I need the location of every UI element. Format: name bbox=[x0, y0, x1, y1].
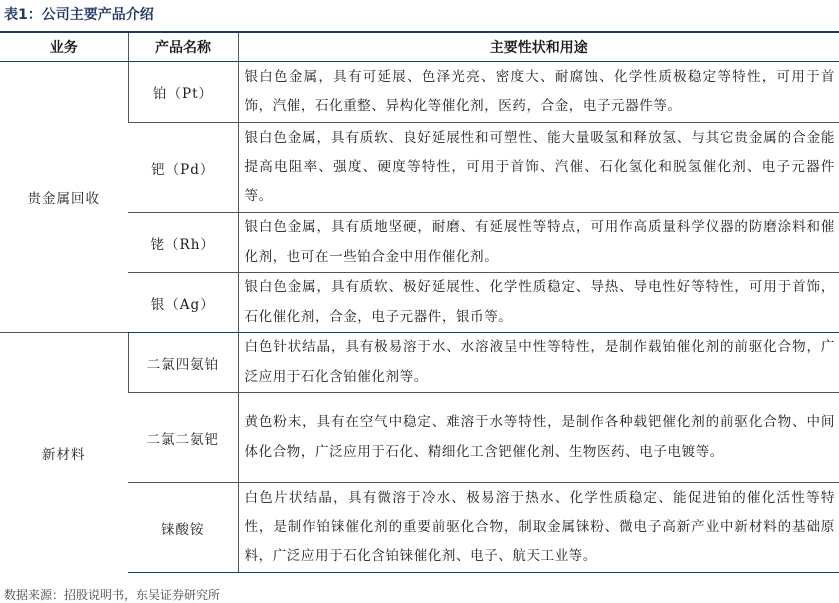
table-row bbox=[0, 62, 839, 123]
product-name-cell: 二氯四氨铂 bbox=[128, 333, 238, 393]
product-desc-cell: 白色针状结晶，具有极易溶于水、水溶液呈中性等特性，是制作载铂催化剂的前驱化合物，广泛应用于石化含铂催化剂等。 bbox=[238, 333, 839, 393]
table-row bbox=[0, 333, 839, 393]
product-desc-cell: 银白色金属，具有质地坚硬，耐磨、有延展性等特点，可用作高质量科学仪器的防磨涂料和催化剂，也可在一些铂合金中用作催化剂。 bbox=[238, 213, 839, 273]
product-desc-cell: 黄色粉末，具有在空气中稳定、难溶于水等特性，是制作各种载钯催化剂的前驱化合物、中间体化合物，广泛应用于石化、精细化工含钯催化剂、生物医药、电子电镀等。 bbox=[238, 393, 839, 483]
product-table bbox=[0, 33, 839, 573]
product-desc-cell: 银白色金属，具有质软、极好延展性、化学性质稳定、导热、导电性好等特性，可用于首饰，石化催化剂，合金，电子元器件，银币等。 bbox=[238, 273, 839, 333]
header-row bbox=[0, 33, 839, 62]
header-product: 产品名称 bbox=[128, 33, 238, 62]
product-desc-cell: 银白色金属，具有质软、良好延展性和可塑性、能大量吸氢和释放氢、与其它贵金属的合金能提高电阻率、强度、硬度等特性，可用于首饰、汽催、石化氢化和脱氢催化剂、电子元器件等。 bbox=[238, 123, 839, 213]
product-name-cell: 铑（Rh） bbox=[128, 213, 238, 273]
business-cell-precious-metal: 贵金属回收 bbox=[0, 62, 128, 333]
product-name-cell: 铼酸铵 bbox=[128, 483, 238, 573]
product-name-cell: 银（Ag） bbox=[128, 273, 238, 333]
header-business: 业务 bbox=[0, 33, 128, 62]
product-name-cell: 二氯二氨钯 bbox=[128, 393, 238, 483]
header-usage: 主要性状和用途 bbox=[238, 33, 839, 62]
product-name-cell: 铂（Pt） bbox=[128, 62, 238, 123]
business-cell-new-materials: 新材料 bbox=[0, 333, 128, 573]
product-name-cell: 钯（Pd） bbox=[128, 123, 238, 213]
table-caption: 表1：公司主要产品介绍 bbox=[4, 7, 154, 23]
source-footnote: 数据来源：招股说明书，东吴证券研究所 bbox=[4, 588, 221, 602]
product-desc-cell: 白色片状结晶，具有微溶于冷水、极易溶于热水、化学性质稳定、能促进铂的催化活性等特性，是制作铂铼催化剂的重要前驱化合物，制取金属铼粉、微电子高新产业中新材料的基础原料，广泛应用于石化含铂铼催化剂、电子、航天工业等。 bbox=[238, 483, 839, 573]
product-desc-cell: 银白色金属，具有可延展、色泽光亮、密度大、耐腐蚀、化学性质极稳定等特性，可用于首饰，汽催，石化重整、异构化等催化剂，医药，合金，电子元器件等。 bbox=[238, 62, 839, 123]
